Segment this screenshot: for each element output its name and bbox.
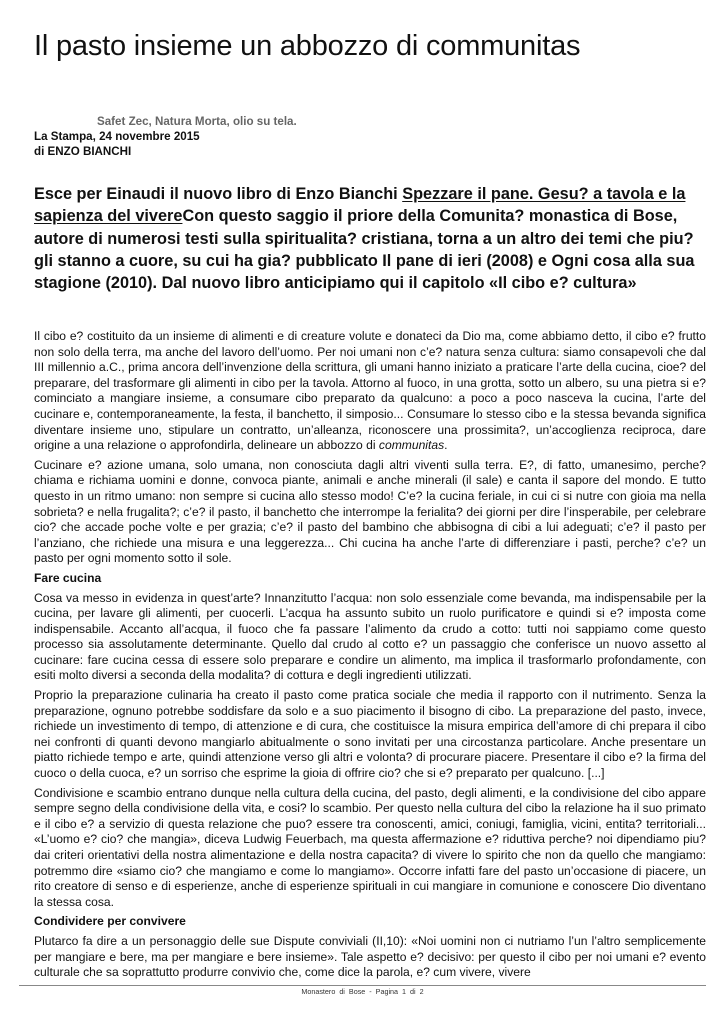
article-subtitle [34,183,706,294]
footer-divider [19,985,706,986]
subtitle-description: Con questo saggio il priore della Comunita? monastica di Bose, autore di numerosi testi sulla spiritualita? cristiana, torna a un altro dei temi che piu? gli stanno a cuore, su cui ha gia? pubblicato Il pane di ieri (2008) e Ogni cosa alla sua stagione (2010). Dal nuovo libro anticipiamo qui il capitolo «Il cibo e? cultura» [34,207,695,293]
article-title: Il pasto insieme un abbozzo di communitas [34,30,581,62]
paragraph-2: Cucinare e? azione umana, solo umana, non conosciuta dagli altri viventi sulla terra. E?, di fatto, umanesimo, perche? chiama e richiama uomini e donne, convoca piante, animali e anche minerali (il sale) e canta il sapore del mondo. E tutto questo in un ritmo umano: non sempre si cucina allo stesso modo! C’e? la cucina feriale, in cui ci si nutre con gioia ma nella sobrieta? e nella frugalita?; c’e? il pasto, il banchetto che interrompe la ferialita? dei giorni per dire l’insperabile, per celebrare cio? che accade poche volte e per grazia; c’e? il pasto del bambino che abbisogna di cibi a lui adeguati; c’e? il pasto per l’anziano, che richiede una misura e una leggerezza... Chi cucina ha anche l’arte di differenziare i pasti, perche? c’e? un pasto per ogni momento sotto il sole. [34,457,706,566]
paragraph-5: Condivisione e scambio entrano dunque nella cultura della cucina, del pasto, degli alimenti, e la condivisione del cibo appare sempre segno della condivisione della vita, e cosi? lo scambio. Per questo nella cultura del cibo la relazione ha il suo primato e il cibo e? a servizio di questa relazione che puo? essere tra conoscenti, amici, coniugi, famiglia, vicini, entita? territoriali... «L’uomo e? cio? che mangia», diceva Ludwig Feuerbach, ma questa affermazione e? riduttiva perche? noi dipendiamo piu? dai criteri orientativi della nostra alimentazione e della nostra capacita? di vivere lo spirito che non da quello che mangiamo: potremmo dire «siamo cio? che mangiamo e come lo mangiamo». Occorre infatti fare del pasto un’occasione di piacere, un rito creatore di senso e di esperienze, anche di esperienze spirituali in cui mangiare in comunione e conoscere Dio diventano la stessa cosa. [34,785,706,909]
paragraph-3: Cosa va messo in evidenza in quest’arte? Innanzitutto l’acqua: non solo essenziale come bevanda, ma indispensabile per la cucina, per lavare gli alimenti, per cuocerli. L’acqua ha assunto subito un ruolo purificatore e quindi si e? imposta come indispensabile. Accanto all’acqua, il fuoco che fa passare l’alimento da crudo a cotto: tutti noi sappiamo come questo processo sia assolutamente determinante. Quello dal crudo al cotto e? un passaggio che conferisce un nuovo assetto al cucinare: fare cucina cessa di essere solo preparare e condire un alimento, ma implica il trasformarlo profondamente, con esiti molto diversi a seconda della modalita? di cottura e degli ingredienti utilizzati. [34,590,706,683]
image-caption: Safet Zec, Natura Morta, olio su tela. [97,115,297,128]
book-title-link[interactable]: Spezzare il pane. Gesu? a tavola e la sapienza del vivere [34,185,686,226]
author-line: di ENZO BIANCHI [34,144,132,158]
paragraph-1 [34,329,706,454]
source-line: La Stampa, 24 novembre 2015 [34,130,200,143]
paragraph-1-text: Il cibo e? costituito da un insieme di alimenti e di creature volute e donateci da Dio ma, come abbiamo detto, il cibo e? frutto non solo della terra, ma anche del lavoro dell’uomo. Per noi umani non c’e? natura senza cultura: siamo consapevoli che dal III millennio a.C., prima ancora dell’invenzione della scrittura, gli umani hanno iniziato a praticare l’arte della cucina, cioe? del preparare, del trasformare gli alimenti in cibo per la tavola. Attorno al fuoco, in una grotta, sotto un albero, su una pietra si e? cominciato a mangiare insieme, a consumare cibo preparato da qualcuno: a poco a poco nasceva la cucina, l’arte del cucinare e, contemporaneamente, la festa, il banchetto, il simposio... Consumare lo stesso cibo e la stessa bevanda significa diventare insieme uno, stipulare un contratto, un’alleanza, riconoscere una prossimita?, un’accoglienza reciproca, dare origine a una relazione o approfondirla, delineare un abbozzo di [34,329,706,453]
paragraph-4: Proprio la preparazione culinaria ha creato il pasto come pratica sociale che media il rapporto con il nutrimento. Senza la preparazione, ognuno potrebbe soddisfare da solo e a suo piacimento il bisogno di cibo. La preparazione del pasto, invece, richiede un investimento di tempo, di attenzione e di cura, che costituisce la misura empirica dell’amore di chi prepara il cibo nei confronti di quanti devono mangiarlo abitualmente o sono invitati per una circostanza particolare. Anche presentare un piatto richiede tempo e arte, quindi attenzione verso gli altri e volonta? di procurare piacere. Presentare il cibo e? la firma del cuoco o della cuoca, e? un sorriso che esprime la gioia di offrire cio? che si e? preparato per qualcuno. [...] [34,688,706,781]
paragraph-6: Plutarco fa dire a un personaggio delle sue Dispute conviviali (II,10): «Noi uomini non ci nutriamo l’un l’altro semplicemente per mangiare e bere, ma per mangiare e bere insieme». Tale aspetto e? decisivo: per questo il cibo per noi umani e? evento culturale che sa soprattutto produrre convivio che, come dice la parola, e? cum vivere, vivere [34,933,706,980]
section-heading-fare-cucina: Fare cucina [34,570,102,585]
paragraph-1-end: . [444,438,448,453]
paragraph-1-emphasis: communitas [378,438,445,453]
subtitle-intro: Esce per Einaudi il nuovo libro di Enzo Bianchi [34,185,403,203]
article-body [34,329,706,985]
byline [34,130,200,159]
section-heading-condividere: Condividere per convivere [34,914,186,929]
page-footer: Monastero di Bose - Pagina 1 di 2 [301,987,424,996]
